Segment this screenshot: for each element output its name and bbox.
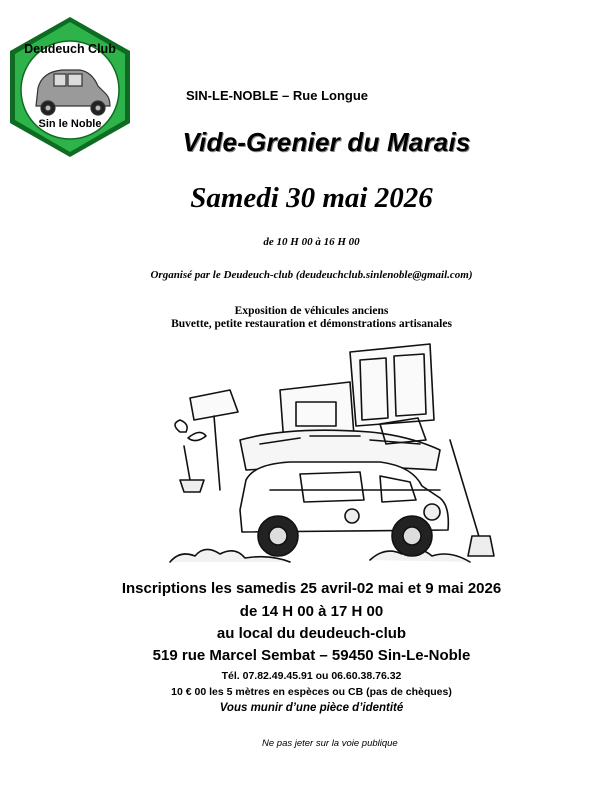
footer-note: Ne pas jeter sur la voie publique: [262, 738, 398, 749]
registration-address: 519 rue Marcel Sembat – 59450 Sin-Le-Noble: [152, 647, 471, 664]
phone-numbers: Tél. 07.82.49.45.91 ou 06.60.38.76.32: [221, 670, 402, 682]
exposition-line-2: Buvette, petite restauration et démonstrations artisanales: [171, 318, 452, 330]
exposition-line-1: Exposition de véhicules anciens: [234, 305, 389, 317]
event-title: Vide-Grenier du Marais: [182, 127, 471, 157]
registration-place: au local du deudeuch-club: [216, 625, 407, 642]
location: SIN-LE-NOBLE – Rue Longue: [186, 88, 368, 103]
organizer-line: Organisé par le Deudeuch-club (deudeuchclub.sinlenoble@gmail.com): [150, 269, 473, 281]
id-requirement: Vous munir d’une pièce d’identité: [219, 702, 404, 714]
exposition-block: [0, 305, 603, 331]
event-hours: de 10 H 00 à 16 H 00: [263, 236, 360, 248]
event-date: Samedi 30 mai 2026: [190, 182, 433, 214]
registration-dates: Inscriptions les samedis 25 avril-02 mai et 9 mai 2026: [121, 580, 502, 597]
car-with-junk-illustration: [150, 340, 500, 572]
price-info: 10 € 00 les 5 mètres en espèces ou CB (pas de chèques): [171, 686, 452, 698]
logo-top-text: Deudeuch Club: [24, 42, 116, 56]
logo-bottom-text: Sin le Noble: [38, 118, 102, 130]
registration-hours: de 14 H 00 à 17 H 00: [239, 603, 384, 620]
